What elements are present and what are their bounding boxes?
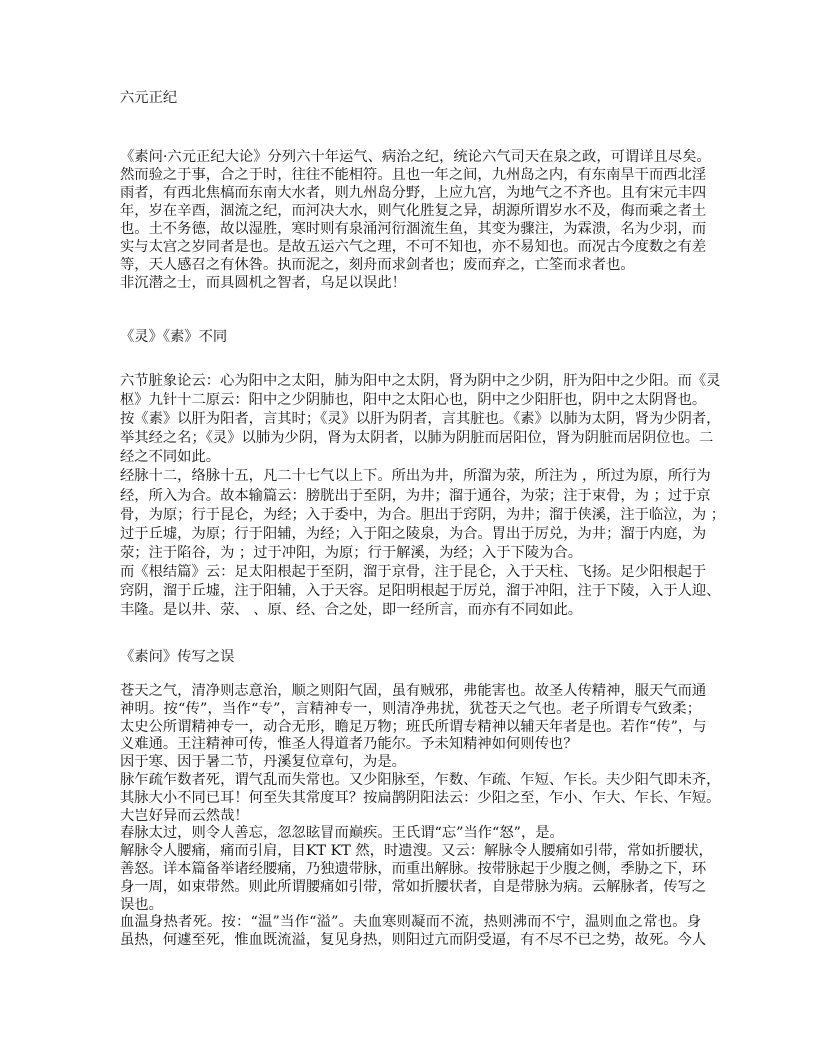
paragraph (120, 372, 721, 467)
text-line: 实与太宫之岁同者是也。是故五运六气之理，不可不知也，亦不易知也。而况古今度数之有差 (120, 239, 707, 255)
text-line: 经脉十二，络脉十五，凡二十七气以上下。所出为井，所溜为荥，所注为 ，所过为原，所行为 (120, 468, 711, 485)
text-line: 窍阴，溜于丘墟，注于阳辅，入于天容。足阳明根起于厉兑，溜于冲阳，注于下陵，入于人迎、 (120, 583, 721, 600)
paragraph (120, 754, 701, 772)
text-line: 举其经之名；《灵》以肺为少阴，肾为太阴者，以肺为阴脏而居阳位，肾为阴脏而居阴位也。二 (120, 430, 714, 447)
paragraph (120, 771, 721, 825)
text-line: 误也。 (120, 896, 163, 913)
text-line: 而《根结篇》云：足太阳根起于至阴，溜于京骨，注于昆仑，入于天柱、飞扬。足少阳根起于 (120, 563, 707, 580)
text-line: 血温身热者死。按：“温”当作“溢”。夫血寒则凝而不流，热则沸而不宁，温则血之常也。身 (120, 914, 701, 931)
text-line: 年，岁在辛酉，涸流之纪，而河决大水，则气化胜复之异，胡源所谓岁水不及，侮而乘之者土 (120, 203, 707, 219)
paragraph (120, 563, 721, 620)
text-line: 春脉太过，则令人善忘，忽忽眩冒而巅疾。王氏谓“忘”当作“怒”，是。 (120, 825, 564, 842)
text-line: 解脉令人腰痛，痛而引肩，目KT KT 然，时遗溲。又云：解脉令人腰痛如引带，常如折腰状， (120, 843, 713, 860)
text-line: 经之不同如此。 (120, 449, 221, 466)
text-line: 神明。按“传”，当作“专”，言精神专一，则清净弗扰，犹苍天之气也。老子所谓专气致柔； (120, 700, 701, 717)
paragraph (120, 914, 707, 950)
paragraph (120, 683, 707, 754)
paragraph (120, 843, 713, 914)
text-line: 身一周，如束带然。则此所谓腰痛如引带，常如折腰状者，自是带脉为病。云解脉者，传写之 (120, 878, 707, 895)
paragraph (120, 825, 701, 843)
text-line: 然而验之于事，合之于时，往往不能相符。且也一年之间，九州岛之内，有东南旱干而西北淫 (120, 167, 707, 183)
text-line: 非沉潜之士，而具圆机之智者，乌足以误此！ (120, 275, 406, 291)
text-line: 因于寒、因于暑二节，丹溪复位章句，为是。 (120, 754, 406, 771)
text-line: 大岂好异而云然哉！ (120, 807, 249, 824)
text-line: 经，所入为合。故本输篇云：膀胱出于至阴，为井；溜于通谷，为荥；注于束骨，为 ；过于京 (120, 487, 711, 504)
section-body-liuyuan (120, 148, 711, 292)
text-line: 虽热，何遽至死，惟血既流溢，复见身热，则阳过亢而阴受逼，有不尽不已之势，故死。今人 (120, 932, 707, 949)
text-line: 骨，为原；行于昆仑，为经；入于委中，为合。胆出于窍阴，为井；溜于侠溪，注于临泣，为 ； (120, 506, 726, 523)
text-line: 《素问·六元正纪大论》分列六十年运气、病治之纪，统论六气司天在泉之政，可谓详且尽矣。 (120, 149, 711, 165)
text-line: 枢》九针十二原云：阳中之少阴肺也，阳中之太阳心也，阴中之少阳肝也，阴中之太阴肾也。 (120, 392, 707, 409)
text-line: 丰隆。是以井、荥、 、原、经、合之处，即一经所言，而亦有不同如此。 (120, 602, 583, 619)
text-line: 按《素》以肝为阳者，言其时；《灵》以肝为阴者，言其脏也。《素》以肺为太阴，肾为少阴者， (120, 411, 721, 428)
text-line: 太史公所谓精神专一，动合无形，瞻足万物；班氏所谓专精神以辅天年者是也。若作“传”，与 (120, 718, 707, 735)
text-line: 雨者，有西北焦槁而东南大水者，则九州岛分野，上应九宫，为地气之不齐也。且有宋元丰四 (120, 185, 707, 201)
text-line: 善怒。详本篇备举诸经腰痛，乃独遗带脉，而重出解脉。按带脉起于少腹之侧，季胁之下，环 (120, 860, 707, 877)
paragraph (120, 274, 701, 292)
section-heading-ling-su: 《灵》《素》不同 (120, 329, 228, 345)
text-line: 六节脏象论云：心为阳中之太阳，肺为阳中之太阴，肾为阴中之少阴，肝为阳中之少阳。而《灵 (120, 373, 721, 389)
paragraph (120, 467, 726, 562)
text-line: 义难通。王注精神可传，惟圣人得道者乃能尔。予未知精神如何则传也？ (120, 736, 578, 753)
text-line: 苍天之气，清净则志意治，顺之则阳气固，虽有贼邪，弗能害也。故圣人传精神，服天气而通 (120, 683, 707, 699)
text-line: 脉乍疏乍数者死，谓气乱而失常也。又少阳脉至，乍数、乍疏、乍短、乍长。夫少阳气即未齐， (120, 771, 721, 788)
text-line: 等，天人感召之有休咎。执而泥之，刻舟而求剑者也；废而弃之，亡筌而求者也。 (120, 257, 635, 273)
section-body-suwen-errors (120, 683, 721, 950)
paragraph (120, 148, 711, 274)
text-line: 其脉大小不同已耳！何至失其常度耳？按扁鹊阴阳法云：少阳之至，乍小、乍大、乍长、乍短。 (120, 789, 721, 806)
text-line: 荥；注于陷谷，为 ；过于冲阳，为原；行于解溪，为经；入于下陵为合。 (120, 544, 583, 561)
section-heading-suwen-errors: 《素问》传写之误 (120, 649, 235, 665)
section-heading-liuyuan: 六元正纪 (120, 90, 178, 106)
text-line: 过于丘墟，为原；行于阳辅，为经；入于阳之陵泉，为合。胃出于厉兑，为井；溜于内庭，为 (120, 525, 707, 542)
text-line: 也。土不务德，故以湿胜，寒时则有泉涌河衍涸流生鱼，其变为骤注，为霖溃，名为少羽，而 (120, 221, 707, 237)
section-body-ling-su (120, 372, 726, 620)
